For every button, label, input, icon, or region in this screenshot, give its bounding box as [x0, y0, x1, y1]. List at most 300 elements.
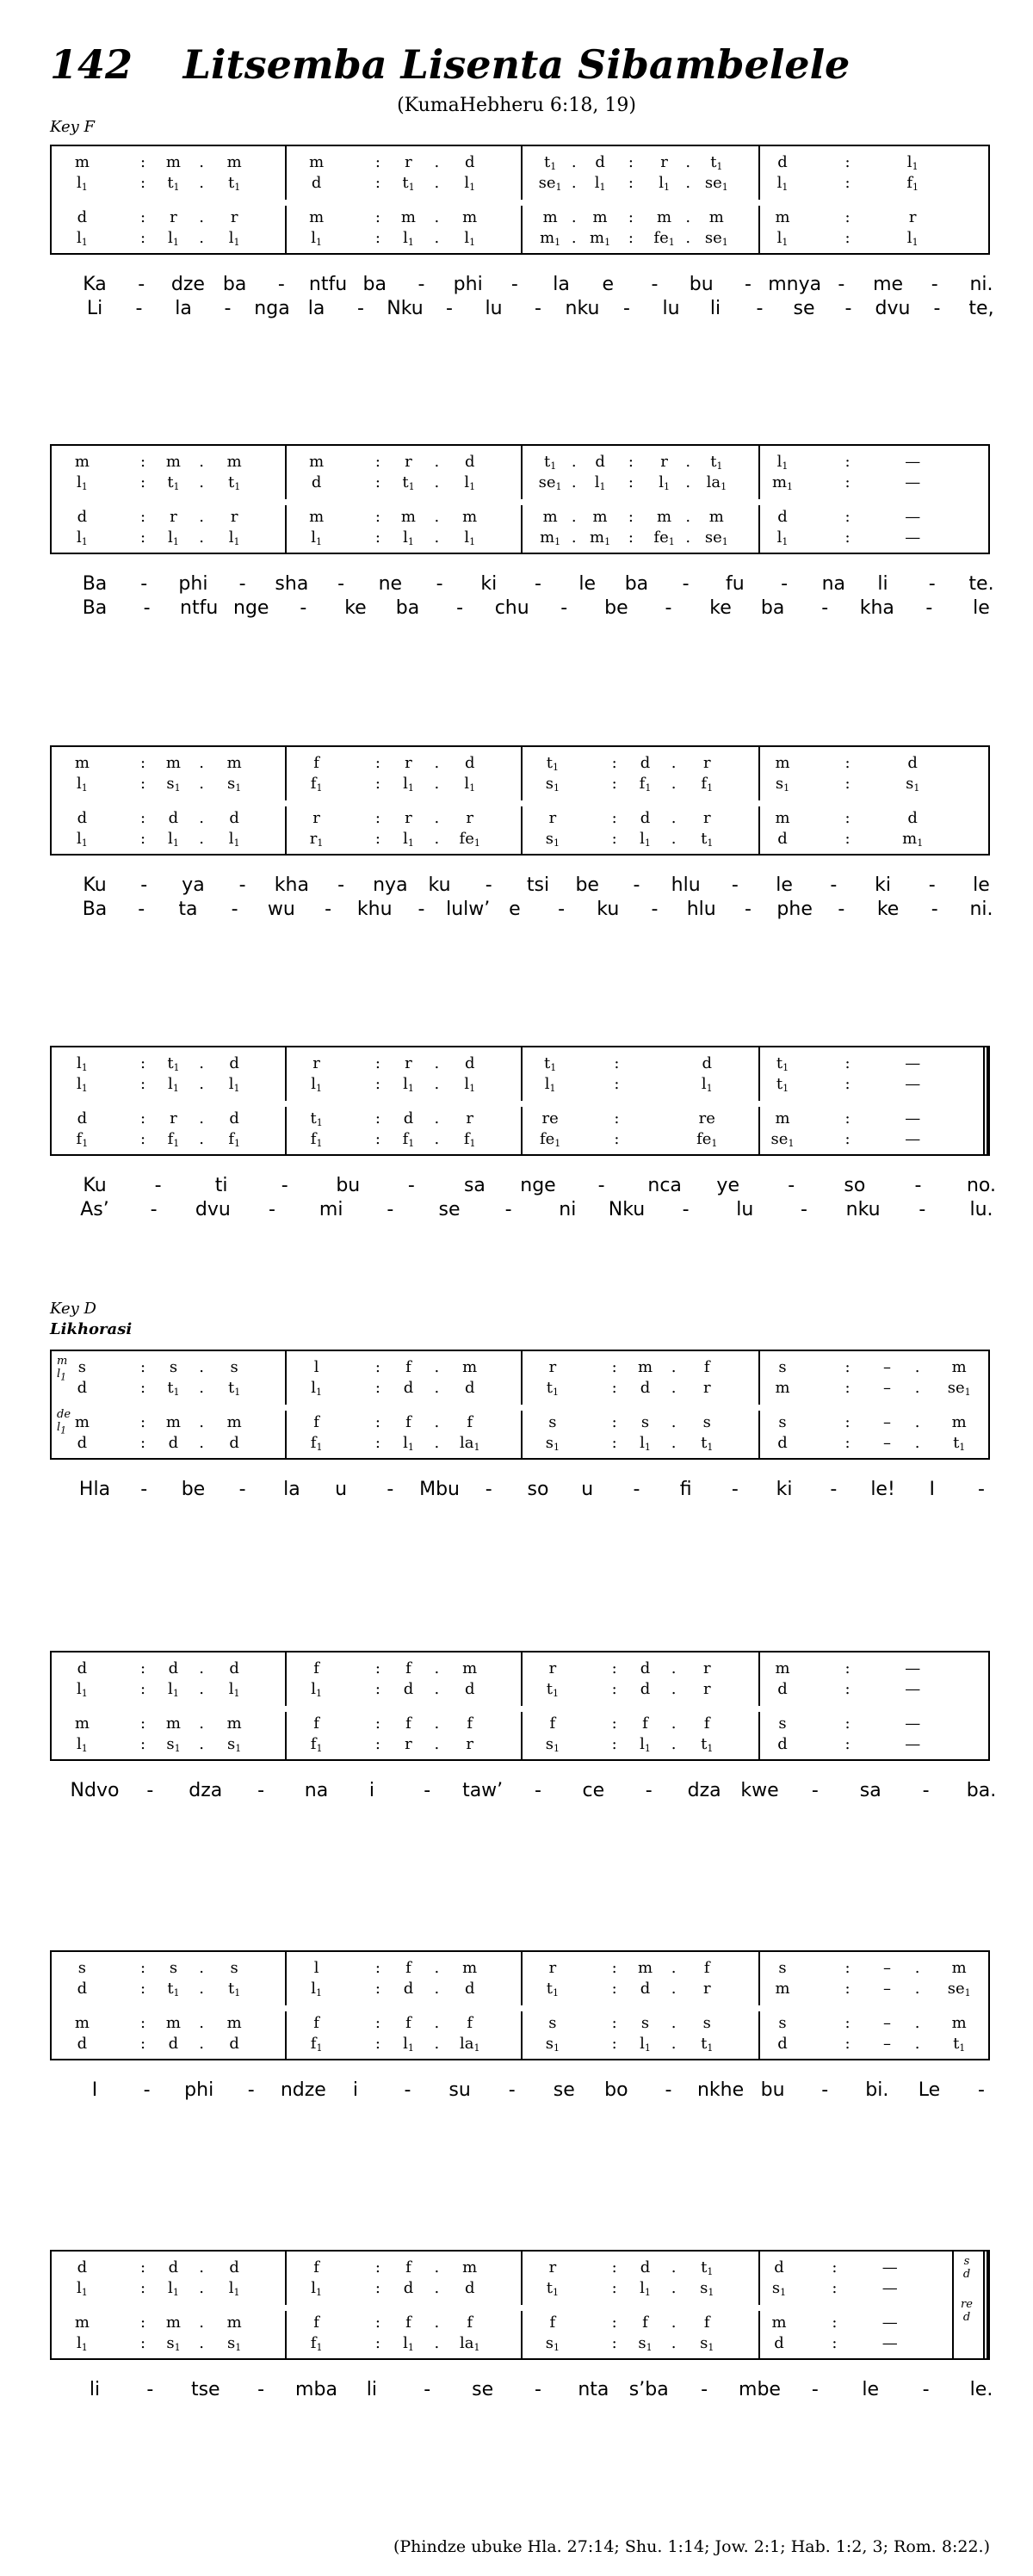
lyric-syllable: -	[801, 1199, 807, 1220]
voice-row	[52, 473, 988, 496]
music-system	[50, 745, 990, 856]
solfa-note: :	[611, 2258, 617, 2276]
lyric-syllable: -	[914, 1175, 922, 1196]
lyric-syllable: -	[682, 573, 690, 595]
solfa-note: $t_1$	[167, 473, 180, 492]
solfa-note: $t_1$	[546, 1379, 559, 1398]
lyric-syllable: -	[838, 899, 845, 920]
lyric-syllable: -	[781, 573, 789, 595]
solfa-note: d	[777, 1680, 788, 1698]
solfa-note: m	[74, 1413, 90, 1431]
solfa-note: :	[611, 2279, 617, 2297]
solfa-note: $l_1$	[544, 1075, 556, 1094]
solfa-note: :	[611, 1680, 617, 1698]
solfa-note: r	[466, 1109, 474, 1127]
lyric-syllable: -	[138, 899, 145, 920]
voice-row	[52, 508, 988, 530]
solfa-note: .	[199, 2334, 204, 2352]
solfa-note: $l_1$	[168, 528, 179, 547]
solfa-note: r	[405, 809, 412, 827]
solfa-note: :	[844, 508, 851, 526]
lyric-syllable: -	[535, 573, 541, 595]
solfa-note: .	[199, 174, 204, 192]
solfa-note: m	[74, 453, 90, 471]
solfa-note: s	[702, 2014, 711, 2032]
solfa-note: $l_1$	[76, 1054, 88, 1073]
solfa-note: $se_1$	[538, 473, 562, 492]
lyric-syllable: -	[978, 2079, 985, 2101]
solfa-note: d	[464, 2279, 475, 2297]
solfa-note: d	[77, 809, 88, 827]
solfa-note: :	[832, 2279, 838, 2297]
solfa-note: :	[844, 754, 851, 772]
solfa-note: m	[74, 1714, 90, 1733]
voice-row	[52, 1735, 988, 1757]
solfa-note: .	[571, 208, 577, 226]
solfa-note: .	[671, 1379, 677, 1397]
solfa-note: $l_1$	[594, 174, 606, 193]
solfa-note: :	[628, 453, 634, 471]
solfa-note: $t_1$	[228, 1379, 241, 1398]
solfa-note: .	[571, 229, 577, 247]
solfa-note: .	[434, 208, 440, 226]
solfa-note: $l_1$	[464, 775, 476, 794]
solfa-note: f	[405, 2014, 411, 2032]
solfa-note: $l_1$	[228, 1680, 240, 1699]
lyric-syllable: lulw’	[446, 899, 491, 920]
solfa-note: .	[199, 1075, 204, 1093]
solfa-note: .	[571, 528, 577, 547]
lyric-syllable: nku	[845, 1199, 881, 1220]
solfa-note: $l_1$	[228, 1075, 240, 1094]
solfa-note: :	[844, 830, 851, 848]
solfa-note: :	[844, 1379, 851, 1397]
solfa-note: :	[611, 809, 617, 827]
lyric-syllable: -	[337, 874, 345, 896]
lyric-syllable: li	[366, 2379, 377, 2400]
lyric-syllable: -	[143, 2079, 151, 2101]
solfa-note: :	[140, 2035, 146, 2053]
lyric-syllable: nca	[647, 1175, 682, 1196]
lyric-syllable: -	[978, 1479, 985, 1500]
solfa-note: .	[199, 830, 204, 848]
solfa-note: m	[775, 208, 790, 226]
solfa-note: .	[671, 1980, 677, 1998]
solfa-note: .	[671, 1413, 677, 1431]
solfa-note: —	[905, 1054, 921, 1072]
solfa-note: d	[403, 1980, 414, 1998]
solfa-note: :	[611, 2014, 617, 2032]
solfa-note: .	[434, 2279, 440, 2297]
solfa-note: .	[199, 754, 204, 772]
lyric-syllable: ke	[344, 597, 367, 619]
solfa-note: .	[199, 1109, 204, 1127]
solfa-note: .	[199, 1379, 204, 1397]
solfa-note: $t_1$	[701, 1434, 714, 1453]
solfa-note: s	[778, 2014, 787, 2032]
solfa-note: .	[434, 1413, 440, 1431]
solfa-note: re	[698, 1109, 715, 1127]
solfa-note: .	[434, 754, 440, 772]
solfa-note: .	[434, 1075, 440, 1093]
solfa-note: :	[140, 473, 146, 491]
solfa-note: m	[462, 1659, 478, 1677]
solfa-note: m	[775, 1379, 790, 1397]
voice-row	[52, 2334, 990, 2357]
lyric-syllable: phi	[453, 274, 483, 295]
solfa-note: :	[614, 1054, 620, 1072]
lyric-syllable: dze	[170, 274, 205, 295]
lyric-syllable: -	[844, 298, 852, 319]
lyric-syllable: -	[436, 573, 443, 595]
solfa-note: d	[403, 2279, 414, 2297]
scripture-reference: (KumaHebheru 6:18, 19)	[397, 95, 636, 116]
solfa-note: d	[77, 208, 88, 226]
lyric-syllable: -	[535, 1780, 541, 1801]
lyric-syllable: -	[146, 2379, 154, 2400]
lyric-syllable: nta	[578, 2379, 609, 2400]
solfa-note: :	[628, 208, 634, 226]
solfa-note: :	[628, 473, 634, 491]
lyric-syllable: -	[931, 274, 938, 295]
solfa-note: $l_1$	[168, 1075, 179, 1094]
solfa-note: $s_1$	[166, 1735, 181, 1754]
lyric-syllable: -	[811, 2379, 819, 2400]
voice-row	[52, 1659, 988, 1682]
solfa-note: m	[74, 153, 90, 171]
solfa-note: :	[844, 1680, 851, 1698]
solfa-note: $l_1$	[659, 473, 670, 492]
solfa-note: $l_1$	[228, 229, 240, 248]
solfa-note: d	[464, 1379, 475, 1397]
lyric-syllable: -	[446, 298, 453, 319]
solfa-note: .	[199, 453, 204, 471]
solfa-note: m	[74, 2313, 90, 2332]
lyric-syllable: ba	[760, 597, 785, 619]
lyric-syllable: la	[283, 1479, 300, 1500]
solfa-note: s	[230, 1959, 238, 1977]
solfa-note: :	[844, 174, 851, 192]
voice-row	[52, 229, 988, 251]
solfa-note: —	[881, 2279, 898, 2297]
voice-row	[52, 1434, 988, 1456]
solfa-note: f	[703, 1714, 710, 1733]
lyric-line	[0, 573, 1033, 597]
solfa-note: s	[77, 1959, 86, 1977]
solfa-note: d	[595, 453, 605, 471]
solfa-note: $t_1$	[776, 1054, 789, 1073]
solfa-note: —	[881, 2258, 898, 2276]
lyric-syllable: nge	[233, 597, 269, 619]
solfa-note: :	[611, 1959, 617, 1977]
lyric-syllable: la	[175, 298, 192, 319]
solfa-note: $m_1$	[902, 830, 924, 849]
solfa-note: :	[844, 1054, 851, 1072]
lyric-syllable: -	[404, 2079, 411, 2101]
solfa-note: $s_1$	[545, 2035, 560, 2054]
key-f-label: Key F	[50, 118, 95, 136]
solfa-note: r	[405, 1735, 412, 1753]
lyric-syllable: -	[756, 298, 764, 319]
lyric-syllable: -	[456, 597, 464, 619]
lyric-syllable: -	[300, 597, 307, 619]
solfa-note: $l_1$	[403, 229, 414, 248]
lyric-syllable: -	[325, 899, 332, 920]
solfa-note: :	[611, 2334, 617, 2352]
lyric-syllable: se	[472, 2379, 494, 2400]
lyric-syllable: li	[877, 573, 888, 595]
lyric-syllable: nga	[254, 298, 290, 319]
solfa-note: :	[611, 1358, 617, 1376]
solfa-note: :	[140, 1434, 146, 1452]
music-system	[50, 1950, 990, 2060]
solfa-note: .	[685, 473, 691, 491]
solfa-note: $l_1$	[403, 830, 414, 849]
solfa-note: :	[374, 1413, 380, 1431]
solfa-note: $l_1$	[776, 528, 789, 547]
solfa-note: :	[611, 1735, 617, 1753]
solfa-note: m	[951, 1413, 967, 1431]
lyric-line	[0, 1479, 1033, 1503]
solfa-note: .	[434, 528, 440, 547]
solfa-note: .	[671, 1434, 677, 1452]
lyric-syllable: sha	[275, 573, 309, 595]
solfa-note: $l_1$	[311, 1075, 322, 1094]
solfa-note: :	[374, 754, 380, 772]
solfa-note: :	[140, 775, 146, 793]
lyric-syllable: ne	[378, 573, 403, 595]
lyric-syllable: -	[238, 1479, 246, 1500]
lyric-syllable: le.	[969, 2379, 993, 2400]
solfa-note: $se_1$	[704, 528, 728, 547]
lyric-syllable: kha	[274, 874, 309, 896]
lyric-syllable: s’ba	[628, 2379, 669, 2400]
solfa-note: m	[309, 153, 325, 171]
lyric-syllable: -	[281, 1175, 288, 1196]
solfa-note: s	[548, 1413, 557, 1431]
solfa-note: —	[905, 528, 921, 547]
solfa-note: .	[434, 453, 440, 471]
solfa-note: $t_1$	[546, 1680, 559, 1699]
solfa-note: $l_1$	[311, 2279, 322, 2298]
solfa-note: :	[140, 1358, 146, 1376]
solfa-note: $f_1$	[310, 775, 323, 794]
solfa-note: :	[628, 174, 634, 192]
solfa-note: f	[313, 1413, 319, 1431]
solfa-note: $l_1$	[659, 174, 670, 193]
lyric-syllable: -	[238, 573, 246, 595]
lyric-syllable: ba	[222, 274, 247, 295]
lyric-syllable: Ba	[82, 899, 108, 920]
lyric-syllable: e	[509, 899, 521, 920]
lyric-syllable: -	[633, 874, 640, 896]
solfa-note: r	[908, 208, 917, 226]
solfa-note: .	[434, 809, 440, 827]
solfa-note: m	[400, 508, 417, 526]
solfa-note: f	[703, 1358, 710, 1376]
lyric-syllable: phi	[184, 2079, 214, 2101]
solfa-note: $s_1$	[545, 1434, 560, 1453]
solfa-note: m	[462, 508, 478, 526]
solfa-note: d	[640, 1680, 651, 1698]
lyric-syllable: ni	[559, 1199, 577, 1220]
solfa-note: $t_1$	[402, 473, 415, 492]
solfa-note: $t_1$	[167, 1980, 180, 1998]
lyric-syllable: -	[418, 899, 425, 920]
lyric-syllable: ce	[582, 1780, 605, 1801]
solfa-note: d	[77, 1109, 88, 1127]
solfa-note: :	[628, 153, 634, 171]
lyric-syllable: le	[776, 874, 793, 896]
solfa-note: d	[77, 1379, 88, 1397]
lyric-syllable: -	[701, 2379, 708, 2400]
solfa-note: .	[671, 1959, 677, 1977]
lyric-syllable: -	[387, 1479, 394, 1500]
solfa-note: $se_1$	[538, 174, 562, 193]
solfa-note: d	[774, 2258, 784, 2276]
solfa-note: r	[702, 1379, 711, 1397]
solfa-note: .	[199, 1413, 204, 1431]
lyric-syllable: phi	[178, 573, 208, 595]
solfa-note: $l_1$	[76, 1075, 88, 1094]
solfa-note: m	[775, 1659, 790, 1677]
solfa-note: .	[914, 1413, 920, 1431]
solfa-note: $l_1$	[76, 1735, 88, 1754]
solfa-note: .	[671, 1358, 677, 1376]
lyric-syllable: I	[91, 2079, 98, 2101]
solfa-note: m	[226, 2014, 242, 2032]
lyric-syllable: Hla	[78, 1479, 111, 1500]
solfa-note: d	[777, 508, 788, 526]
solfa-note: :	[140, 1959, 146, 1977]
solfa-note: m	[657, 208, 672, 226]
voice-row	[52, 453, 988, 475]
solfa-note: —	[905, 1075, 921, 1093]
solfa-note: $l_1$	[76, 2279, 88, 2298]
solfa-note: r	[702, 809, 711, 827]
lyric-syllable: u	[335, 1479, 348, 1500]
solfa-note: .	[671, 1680, 677, 1698]
voice-row	[52, 1379, 988, 1401]
footer-references: (Phindze ubuke Hla. 27:14; Shu. 1:14; Jow. 2:1; Hab. 1:2, 3; Rom. 8:22.)	[393, 2537, 990, 2556]
solfa-note: f	[467, 2313, 473, 2332]
solfa-note: .	[199, 1130, 204, 1148]
solfa-note: :	[140, 1379, 146, 1397]
solfa-note: $t_1$	[228, 1980, 241, 1998]
solfa-note: m	[226, 153, 242, 171]
solfa-note: .	[434, 2313, 440, 2332]
lyric-syllable: ki	[875, 874, 891, 896]
solfa-note: :	[844, 1434, 851, 1452]
solfa-note: $l_1$	[228, 2279, 240, 2298]
solfa-note: .	[434, 1714, 440, 1733]
solfa-note: :	[374, 153, 380, 171]
solfa-note: m	[775, 1980, 790, 1998]
solfa-note: f	[405, 1959, 411, 1977]
solfa-note: :	[614, 1075, 620, 1093]
solfa-note: r	[170, 1109, 177, 1127]
lyric-syllable: ki	[776, 1479, 793, 1500]
solfa-note: $fe_1$	[653, 528, 675, 547]
lyric-syllable: -	[645, 1780, 653, 1801]
lyric-syllable: -	[418, 274, 425, 295]
voice-row	[52, 775, 988, 797]
lyric-syllable: Ku	[83, 874, 107, 896]
solfa-note: .	[434, 229, 440, 247]
lyric-syllable: -	[560, 597, 568, 619]
modulation-note-lower: de $l_1$	[57, 1408, 71, 1436]
solfa-note: .	[199, 1735, 204, 1753]
lyric-syllable: -	[788, 1175, 795, 1196]
solfa-note: .	[671, 2035, 677, 2053]
solfa-note: $l_1$	[228, 830, 240, 849]
solfa-note: .	[199, 2313, 204, 2332]
solfa-note: $s_1$	[227, 775, 242, 794]
solfa-note: l	[313, 1358, 319, 1376]
lyric-syllable: -	[257, 2379, 265, 2400]
solfa-note: $f_1$	[310, 2334, 323, 2353]
solfa-note: r	[548, 1959, 557, 1977]
lyric-syllable: lu	[736, 1199, 754, 1220]
solfa-note: d	[311, 473, 322, 491]
solfa-note: .	[199, 1714, 204, 1733]
solfa-note: .	[434, 2014, 440, 2032]
solfa-note: r	[405, 153, 412, 171]
lyric-syllable: -	[731, 1479, 739, 1500]
lyric-syllable: se	[438, 1199, 461, 1220]
solfa-note: m	[951, 1358, 967, 1376]
lyric-syllable: le!	[870, 1479, 895, 1500]
solfa-note: .	[671, 830, 677, 848]
solfa-note: s	[778, 1714, 787, 1733]
lyric-syllable: mba	[295, 2379, 337, 2400]
hymn-title: Litsemba Lisenta Sibambelele	[182, 41, 851, 88]
solfa-note: $s_1$	[700, 2334, 714, 2353]
solfa-note: :	[374, 1659, 380, 1677]
solfa-note: :	[374, 1109, 380, 1127]
solfa-note: $la_1$	[459, 1434, 480, 1453]
solfa-note: .	[434, 1735, 440, 1753]
solfa-note: $l_1$	[403, 1075, 414, 1094]
solfa-note: l	[313, 1959, 319, 1977]
solfa-note: :	[611, 775, 617, 793]
solfa-note: :	[844, 528, 851, 547]
solfa-note: s	[640, 2014, 650, 2032]
lyric-syllable: -	[140, 1479, 148, 1500]
solfa-note: f	[313, 1714, 319, 1733]
solfa-note: m	[951, 1959, 967, 1977]
solfa-note: .	[671, 809, 677, 827]
lyric-syllable: -	[357, 298, 364, 319]
solfa-note: :	[611, 1714, 617, 1733]
lyric-syllable: i	[352, 2079, 358, 2101]
lyric-syllable: I	[929, 1479, 936, 1500]
solfa-note: $l_1$	[76, 229, 88, 248]
lyric-syllable: ba	[362, 274, 387, 295]
lyric-syllable: dvu	[875, 298, 911, 319]
solfa-note: d	[464, 1680, 475, 1698]
solfa-note: –	[883, 1379, 891, 1397]
lyric-syllable: le	[578, 573, 597, 595]
solfa-note: s	[778, 1959, 787, 1977]
solfa-note: $l_1$	[464, 473, 476, 492]
lyric-syllable: bu	[336, 1175, 361, 1196]
solfa-note: :	[140, 809, 146, 827]
solfa-note: $l_1$	[701, 1075, 713, 1094]
solfa-note: d	[403, 1680, 414, 1698]
solfa-note: :	[140, 528, 146, 547]
solfa-note: .	[434, 1109, 440, 1127]
